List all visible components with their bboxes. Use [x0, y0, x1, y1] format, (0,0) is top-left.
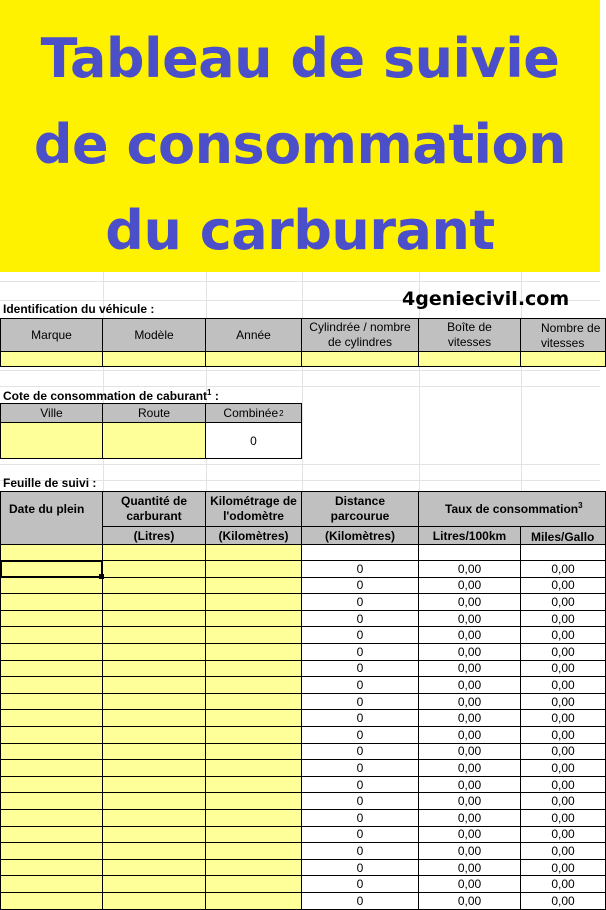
date-cell[interactable] — [0, 660, 103, 678]
mpg-cell: 0,00 — [520, 560, 606, 578]
l100-cell: 0,00 — [418, 859, 521, 877]
qty-cell[interactable] — [102, 826, 206, 844]
l100-cell: 0,00 — [418, 743, 521, 761]
dist-cell: 0 — [301, 593, 419, 611]
qty-cell[interactable] — [102, 892, 206, 910]
vehicle-section-title: Identification du véhicule : — [3, 302, 155, 316]
gridline-horizontal — [0, 464, 600, 465]
l100-cell: 0,00 — [418, 892, 521, 910]
l100-cell: 0,00 — [418, 560, 521, 578]
first-odo-cell[interactable] — [205, 544, 302, 561]
dist-cell: 0 — [301, 626, 419, 644]
fill-handle[interactable] — [99, 574, 104, 579]
col-rate-header: Taux de consommation$^3$ — [418, 491, 606, 527]
l100-cell: 0,00 — [418, 842, 521, 860]
col-boite-header: Boîte de vitesses — [418, 318, 521, 352]
l100-cell: 0,00 — [418, 759, 521, 777]
l100-cell: 0,00 — [418, 577, 521, 595]
dist-cell: 0 — [301, 676, 419, 694]
odo-cell[interactable] — [205, 792, 302, 810]
mpg-cell: 0,00 — [520, 676, 606, 694]
dist-cell: 0 — [301, 660, 419, 678]
mpg-cell: 0,00 — [520, 809, 606, 827]
odo-cell[interactable] — [205, 577, 302, 595]
dist-cell: 0 — [301, 892, 419, 910]
l100-cell: 0,00 — [418, 826, 521, 844]
mpg-cell: 0,00 — [520, 759, 606, 777]
col-dist-header: Distance parcourue — [301, 491, 419, 527]
odo-cell[interactable] — [205, 593, 302, 611]
col-mpg-header: Miles/Gallo — [520, 526, 606, 545]
marque-input[interactable] — [0, 351, 103, 367]
dist-cell: 0 — [301, 776, 419, 794]
date-cell[interactable] — [0, 759, 103, 777]
title-line-3: du carburant — [105, 199, 495, 262]
qty-cell[interactable] — [102, 577, 206, 595]
cylindree-input[interactable] — [301, 351, 419, 367]
date-cell[interactable] — [0, 693, 103, 711]
dist-cell: 0 — [301, 759, 419, 777]
col-l100-header: Litres/100km — [418, 526, 521, 545]
odo-cell[interactable] — [205, 643, 302, 661]
mpg-cell: 0,00 — [520, 593, 606, 611]
qty-cell[interactable] — [102, 709, 206, 727]
gridline-horizontal — [0, 281, 600, 282]
odo-cell[interactable] — [205, 726, 302, 744]
date-cell[interactable] — [0, 776, 103, 794]
odo-cell[interactable] — [205, 676, 302, 694]
mpg-cell: 0,00 — [520, 892, 606, 910]
l100-cell: 0,00 — [418, 709, 521, 727]
log-section-title: Feuille de suivi : — [3, 476, 97, 490]
dist-cell: 0 — [301, 792, 419, 810]
dist-cell: 0 — [301, 577, 419, 595]
odo-cell[interactable] — [205, 842, 302, 860]
l100-cell: 0,00 — [418, 809, 521, 827]
odo-cell[interactable] — [205, 610, 302, 628]
date-cell[interactable] — [0, 593, 103, 611]
odo-cell[interactable] — [205, 859, 302, 877]
mpg-cell: 0,00 — [520, 743, 606, 761]
annee-input[interactable] — [205, 351, 302, 367]
nb-vitesses-input[interactable] — [520, 351, 606, 367]
dist-cell: 0 — [301, 693, 419, 711]
mpg-cell: 0,00 — [520, 842, 606, 860]
col-qty-unit: (Litres) — [102, 526, 206, 545]
col-nb-vitesses-header: Nombre de vitesses — [520, 318, 606, 352]
l100-cell: 0,00 — [418, 593, 521, 611]
date-cell[interactable] — [0, 743, 103, 761]
first-qty-cell[interactable] — [102, 544, 206, 561]
qty-cell[interactable] — [102, 759, 206, 777]
mpg-cell: 0,00 — [520, 577, 606, 595]
mpg-cell: 0,00 — [520, 875, 606, 893]
col-combinee-header: Combinée 2 — [205, 403, 302, 423]
qty-cell[interactable] — [102, 809, 206, 827]
dist-cell: 0 — [301, 610, 419, 628]
col-cylindree-header: Cylindrée / nombre de cylindres — [301, 318, 419, 352]
odo-cell[interactable] — [205, 892, 302, 910]
qty-cell[interactable] — [102, 842, 206, 860]
l100-cell: 0,00 — [418, 792, 521, 810]
mpg-cell: 0,00 — [520, 776, 606, 794]
mpg-cell: 0,00 — [520, 643, 606, 661]
date-cell[interactable] — [0, 875, 103, 893]
first-mpg-cell — [520, 544, 606, 561]
l100-cell: 0,00 — [418, 643, 521, 661]
col-date-header: Date du plein — [0, 491, 103, 545]
qty-cell[interactable] — [102, 743, 206, 761]
mpg-cell: 0,00 — [520, 792, 606, 810]
mpg-cell: 0,00 — [520, 610, 606, 628]
col-marque-header: Marque — [0, 318, 103, 352]
rating-section-title: Cote de consommation de caburant$^1$ : — [3, 388, 219, 403]
qty-cell[interactable] — [102, 643, 206, 661]
first-date-cell[interactable] — [0, 544, 103, 561]
col-odo-unit: (Kilomètres) — [205, 526, 302, 545]
l100-cell: 0,00 — [418, 726, 521, 744]
odo-cell[interactable] — [205, 759, 302, 777]
col-ville-header: Ville — [0, 403, 103, 423]
odo-cell[interactable] — [205, 875, 302, 893]
qty-cell[interactable] — [102, 693, 206, 711]
date-cell[interactable] — [0, 826, 103, 844]
qty-cell[interactable] — [102, 560, 206, 578]
odo-cell[interactable] — [205, 626, 302, 644]
col-odo-header: Kilométrage de l'odomètre — [205, 491, 302, 527]
col-annee-header: Année — [205, 318, 302, 352]
l100-cell: 0,00 — [418, 626, 521, 644]
dist-cell: 0 — [301, 560, 419, 578]
qty-cell[interactable] — [102, 676, 206, 694]
boite-input[interactable] — [418, 351, 521, 367]
route-input[interactable] — [102, 422, 206, 459]
l100-cell: 0,00 — [418, 776, 521, 794]
date-cell[interactable] — [0, 859, 103, 877]
dist-cell: 0 — [301, 726, 419, 744]
date-cell[interactable] — [0, 610, 103, 628]
ville-input[interactable] — [0, 422, 103, 459]
date-cell[interactable] — [0, 892, 103, 910]
odo-cell[interactable] — [205, 560, 302, 578]
date-cell[interactable] — [0, 643, 103, 661]
date-cell[interactable] — [0, 577, 103, 595]
spreadsheet — [0, 272, 601, 908]
mpg-cell: 0,00 — [520, 693, 606, 711]
date-cell[interactable] — [0, 676, 103, 694]
l100-cell: 0,00 — [418, 610, 521, 628]
qty-cell[interactable] — [102, 776, 206, 794]
mpg-cell: 0,00 — [520, 626, 606, 644]
date-cell[interactable] — [0, 842, 103, 860]
date-cell[interactable] — [0, 792, 103, 810]
first-l100-cell — [418, 544, 521, 561]
title-line-2: de consommation — [33, 113, 567, 176]
odo-cell[interactable] — [205, 709, 302, 727]
date-cell[interactable] — [0, 726, 103, 744]
col-qty-header: Quantité de carburant — [102, 491, 206, 527]
qty-cell[interactable] — [102, 859, 206, 877]
title-line-1: Tableau de suivie — [40, 27, 560, 90]
mpg-cell: 0,00 — [520, 726, 606, 744]
dist-cell: 0 — [301, 709, 419, 727]
col-modele-header: Modèle — [102, 318, 206, 352]
dist-cell: 0 — [301, 859, 419, 877]
gridline-horizontal — [0, 386, 600, 387]
l100-cell: 0,00 — [418, 676, 521, 694]
mpg-cell: 0,00 — [520, 826, 606, 844]
site-watermark: 4geniecivil.com — [402, 288, 570, 310]
qty-cell[interactable] — [102, 875, 206, 893]
gridline-horizontal — [0, 370, 600, 371]
title-banner — [0, 0, 600, 272]
odo-cell[interactable] — [205, 826, 302, 844]
l100-cell: 0,00 — [418, 693, 521, 711]
odo-cell[interactable] — [205, 660, 302, 678]
dist-cell: 0 — [301, 875, 419, 893]
col-route-header: Route — [102, 403, 206, 423]
dist-cell: 0 — [301, 809, 419, 827]
dist-cell: 0 — [301, 643, 419, 661]
odo-cell[interactable] — [205, 776, 302, 794]
date-cell[interactable] — [0, 809, 103, 827]
mpg-cell: 0,00 — [520, 660, 606, 678]
qty-cell[interactable] — [102, 660, 206, 678]
active-cell-selection[interactable] — [0, 560, 103, 578]
modele-input[interactable] — [102, 351, 206, 367]
mpg-cell: 0,00 — [520, 859, 606, 877]
qty-cell[interactable] — [102, 626, 206, 644]
odo-cell[interactable] — [205, 693, 302, 711]
dist-cell: 0 — [301, 826, 419, 844]
date-cell[interactable] — [0, 626, 103, 644]
odo-cell[interactable] — [205, 809, 302, 827]
qty-cell[interactable] — [102, 726, 206, 744]
odo-cell[interactable] — [205, 743, 302, 761]
dist-cell: 0 — [301, 842, 419, 860]
qty-cell[interactable] — [102, 610, 206, 628]
date-cell[interactable] — [0, 709, 103, 727]
qty-cell[interactable] — [102, 792, 206, 810]
mpg-cell: 0,00 — [520, 709, 606, 727]
l100-cell: 0,00 — [418, 660, 521, 678]
first-dist-cell — [301, 544, 419, 561]
qty-cell[interactable] — [102, 593, 206, 611]
combinee-value: 0 — [205, 422, 302, 459]
dist-cell: 0 — [301, 743, 419, 761]
l100-cell: 0,00 — [418, 875, 521, 893]
col-dist-unit: (Kilomètres) — [301, 526, 419, 545]
